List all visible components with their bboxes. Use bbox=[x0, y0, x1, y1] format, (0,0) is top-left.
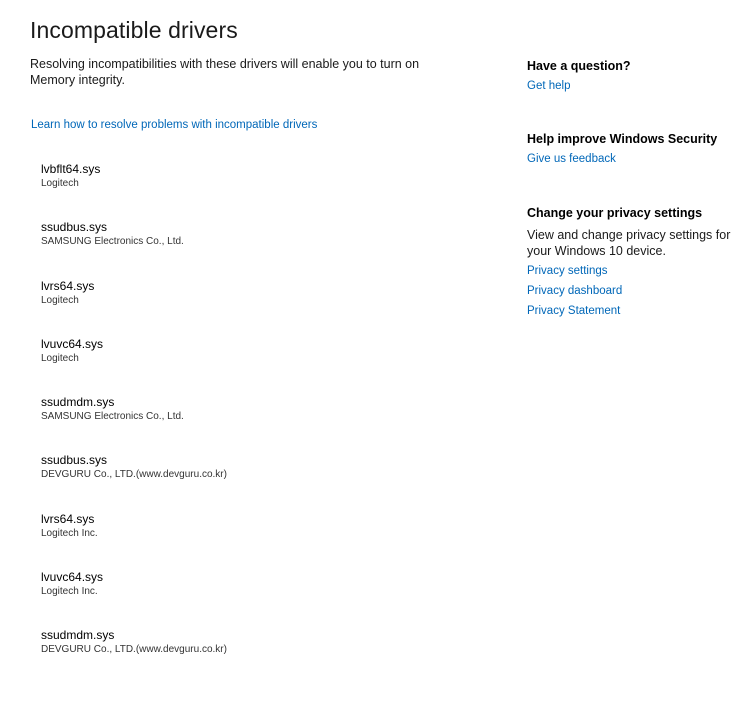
driver-name: lvrs64.sys bbox=[41, 278, 95, 293]
help-section bbox=[527, 58, 737, 96]
page-description: Resolving incompatibilities with these drivers will enable you to turn on Memory integrity. bbox=[30, 57, 420, 87]
driver-item bbox=[41, 162, 227, 220]
driver-item bbox=[41, 220, 227, 278]
learn-resolve-drivers-link[interactable]: Learn how to resolve problems with incompatible drivers bbox=[31, 119, 318, 131]
driver-name: lvbflt64.sys bbox=[41, 162, 101, 176]
driver-name: ssudbus.sys bbox=[41, 220, 108, 235]
give-feedback-link[interactable]: Give us feedback bbox=[527, 153, 616, 165]
driver-publisher: Logitech bbox=[41, 178, 79, 189]
driver-publisher: DEVGURU Co., LTD.(www.devguru.co.kr) bbox=[41, 644, 227, 656]
driver-name: lvuvc64.sys bbox=[41, 570, 104, 585]
privacy-statement-link[interactable]: Privacy Statement bbox=[527, 305, 621, 317]
driver-publisher: SAMSUNG Electronics Co., Ltd. bbox=[41, 411, 184, 423]
driver-publisher: Logitech Inc. bbox=[41, 586, 98, 598]
driver-publisher: DEVGURU Co., LTD.(www.devguru.co.kr) bbox=[41, 469, 227, 481]
driver-name: ssudmdm.sys bbox=[41, 395, 115, 410]
driver-item bbox=[41, 337, 227, 395]
help-heading: Have a question? bbox=[527, 59, 631, 73]
driver-item bbox=[41, 453, 227, 511]
driver-item bbox=[41, 395, 227, 453]
driver-publisher: Logitech bbox=[41, 294, 79, 306]
driver-item bbox=[41, 570, 227, 628]
driver-publisher: SAMSUNG Electronics Co., Ltd. bbox=[41, 236, 184, 248]
page-title: Incompatible drivers bbox=[30, 17, 238, 43]
driver-item bbox=[41, 628, 227, 686]
privacy-heading: Change your privacy settings bbox=[527, 206, 703, 220]
driver-name: ssudmdm.sys bbox=[41, 628, 115, 643]
driver-publisher: Logitech Inc. bbox=[41, 527, 98, 539]
get-help-link[interactable]: Get help bbox=[527, 80, 571, 92]
driver-name: lvuvc64.sys bbox=[41, 336, 104, 351]
privacy-description: View and change privacy settings for your Windows 10 device. bbox=[527, 228, 731, 258]
privacy-section bbox=[527, 205, 737, 321]
feedback-section bbox=[527, 131, 737, 169]
feedback-heading: Help improve Windows Security bbox=[527, 132, 718, 146]
privacy-settings-link[interactable]: Privacy settings bbox=[527, 265, 608, 277]
driver-publisher: Logitech bbox=[41, 352, 79, 364]
driver-item bbox=[41, 279, 227, 337]
driver-name: lvrs64.sys bbox=[41, 511, 95, 526]
driver-list bbox=[41, 162, 227, 687]
driver-name: ssudbus.sys bbox=[41, 453, 108, 468]
driver-item bbox=[41, 512, 227, 570]
privacy-dashboard-link[interactable]: Privacy dashboard bbox=[527, 285, 623, 297]
